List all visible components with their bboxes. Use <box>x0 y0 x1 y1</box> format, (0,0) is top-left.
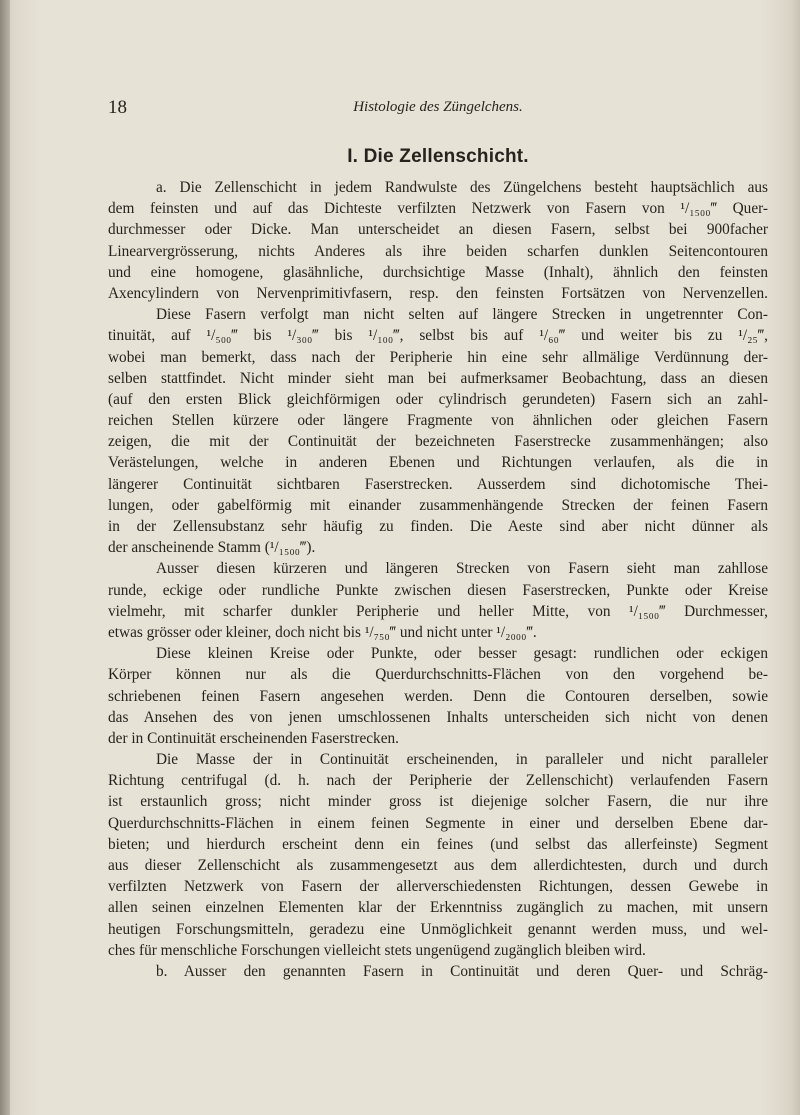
text-line: der anscheinende Stamm (¹/₁₅₀₀‴). <box>108 539 316 557</box>
text-line: schriebenen feinen Fasern angesehen werden. Denn die Contouren derselben, sowie <box>108 687 768 705</box>
text-line: b. Ausser den genannten Fasern in Continuität und deren Quer- und Schräg- <box>156 962 768 980</box>
text-line: heutigen Forschungsmitteln, geradezu eine Unmöglichkeit genannt werden muss, und wel- <box>108 920 768 938</box>
text-line: runde, eckige oder rundliche Punkte zwischen diesen Faserstrecken, Punkte oder Kreise <box>108 581 768 599</box>
text-line: bieten; und hierdurch erscheint denn ein feines (und selbst das allerfeinste) Segment <box>108 835 768 853</box>
text-line: Die Masse der in Continuität erscheinenden, in paralleler und nicht paralleler <box>156 751 768 769</box>
text-line: allen seinen einzelnen Elementen klar der Erkenntniss zugänglich zu machen, mit unsern <box>108 899 768 917</box>
running-title: Histologie des Züngelchens. <box>353 99 523 115</box>
text-line: tinuität, auf ¹/₅₀₀‴ bis ¹/₃₀₀‴ bis ¹/₁₀₀‴, selbst bis auf ¹/₆₀‴ und weiter bis zu ¹/₂₅‴, <box>108 327 768 345</box>
text-line: lungen, oder gabelförmig mit einander zusammenhängende Strecken der feinen Fasern <box>108 496 768 514</box>
page-number: 18 <box>108 97 127 118</box>
page-binding-edge <box>0 0 10 1115</box>
text-line: der in Continuität erscheinenden Faserstrecken. <box>108 729 399 747</box>
text-line: ches für menschliche Forschungen vielleicht stets ungenügend zugänglich bleiben wird. <box>108 941 646 959</box>
body-text <box>108 177 768 982</box>
text-line: Diese kleinen Kreise oder Punkte, oder besser gesagt: rundlichen oder eckigen <box>156 645 768 663</box>
text-line: durchmesser oder Dicke. Man unterscheidet an diesen Fasern, selbst bei 900facher <box>108 221 768 239</box>
text-line: das Ansehen des von jenen umschlossenen Inhalts unterscheiden sich nicht von denen <box>108 708 768 726</box>
text-line: Körper können nur als die Querdurchschnitts-Flächen von den vorgehend be- <box>108 666 768 684</box>
text-line: dem feinsten und auf das Dichteste verfilzten Netzwerk von Fasern von ¹/₁₅₀₀‴ Quer- <box>108 200 768 218</box>
text-line: Querdurchschnitts-Flächen in einem feinen Segmente in einer und derselben Ebene dar- <box>108 814 768 832</box>
text-line: Linearvergrösserung, nichts Anderes als ihre beiden scharfen dunklen Seitencontouren <box>108 242 768 260</box>
text-line: Diese Fasern verfolgt man nicht selten auf längere Strecken in ungetrennter Con- <box>156 306 768 324</box>
page-header <box>108 97 768 121</box>
text-line: Axencylindern von Nervenprimitivfasern, resp. den feinsten Fortsätzen von Nervenzellen. <box>108 284 768 302</box>
text-line: vielmehr, mit scharfer dunkler Peripherie und heller Mitte, von ¹/₁₅₀₀‴ Durchmesser, <box>108 602 768 620</box>
text-line: (auf den ersten Blick gleichförmigen oder cylindrisch gerundeten) Fasern sich an zahl- <box>108 390 768 408</box>
text-line: etwas grösser oder kleiner, doch nicht bis ¹/₇₅₀‴ und nicht unter ¹/₂₀₀₀‴. <box>108 623 537 641</box>
text-line: wobei man bemerkt, dass nach der Peripherie hin eine sehr allmälige Verdünnung der- <box>108 348 768 366</box>
text-line: in der Zellensubstanz sehr häufig zu finden. Die Aeste sind aber nicht dünner als <box>108 518 768 535</box>
text-line: aus dieser Zellenschicht als zusammengesetzt aus dem allerdichtesten, durch und durch <box>108 857 768 874</box>
text-line: Verästelungen, welche in anderen Ebenen und Richtungen verlaufen, als die in <box>108 454 768 472</box>
text-line: und eine homogene, glasähnliche, durchsichtige Masse (Inhalt), ähnlich den feinsten <box>108 263 768 281</box>
text-line: Richtung centrifugal (d. h. nach der Peripherie der Zellenschicht) verlaufenden Fasern <box>108 772 768 790</box>
text-line: ist erstaunlich gross; nicht minder gross ist diejenige solcher Fasern, die nur ihre <box>108 793 768 811</box>
text-line: Ausser diesen kürzeren und längeren Strecken von Fasern sieht man zahllose <box>156 560 768 578</box>
text-line: a. Die Zellenschicht in jedem Randwulste des Züngelchens besteht hauptsächlich aus <box>156 179 768 196</box>
text-line: zeigen, die mit der Continuität der bezeichneten Faserstrecke zusammenhängen; also <box>108 433 768 451</box>
text-line: selben stattfindet. Nicht minder sieht man bei aufmerksamer Beobachtung, dass an diesen <box>108 369 768 387</box>
text-line: längerer Continuität sichtbaren Faserstrecken. Ausserdem sind dichotomische Thei- <box>108 475 768 493</box>
text-line: reichen Stellen kürzere oder längere Fragmente von ähnlichen oder gleichen Fasern <box>108 412 768 430</box>
section-heading: I. Die Zellenschicht. <box>347 146 529 167</box>
text-line: verfilzten Netzwerk von Fasern der allerverschiedensten Richtungen, dessen Gewebe in <box>108 878 768 896</box>
